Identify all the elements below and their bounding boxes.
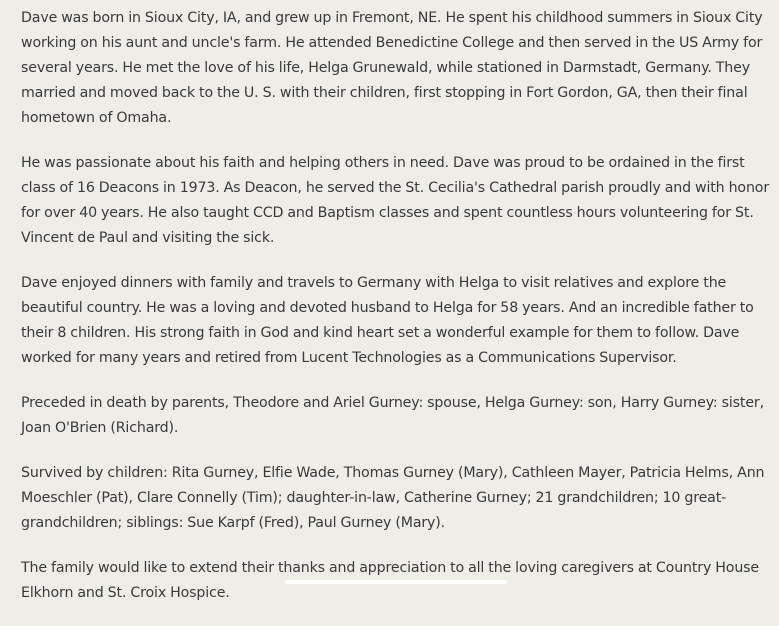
paragraph-thanks: The family would like to extend their thanks and appreciation to all the loving caregivers at Country House Elkhorn and St. Croix Hospice.: [21, 560, 759, 601]
paragraph-early-life: Dave was born in Sioux City, IA, and grew up in Fremont, NE. He spent his childhood summers in Sioux City working on his aunt and uncle's farm. He attended Benedictine College and then served in the US Army for several years. He met the love of his life, Helga Grunewald, while stationed in Darmstadt, Germany. They married and moved back to the U. S. with their children, first stopping in Fort Gordon, GA, then their final hometown of Omaha.: [21, 10, 763, 126]
paragraph-family-career: Dave enjoyed dinners with family and travels to Germany with Helga to visit relatives and explore the beautiful country. He was a loving and devoted husband to Helga for 58 years. And an incredible father to their 8 children. His strong faith in God and kind heart set a wonderful example for them to follow. Dave worked for many years and retired from Lucent Technologies as a Communications Supervisor.: [21, 275, 754, 366]
bottom-overlay-bar: [285, 580, 507, 584]
paragraph-survived-by: Survived by children: Rita Gurney, Elfie Wade, Thomas Gurney (Mary), Cathleen Mayer, Patricia Helms, Ann Moeschler (Pat), Clare Connelly (Tim); daughter-in-law, Catherine Gurney; 21 grandchildren; 10 great-grandchildren; siblings: Sue Karpf (Fred), Paul Gurney (Mary).: [21, 465, 765, 531]
paragraph-preceded-in-death: Preceded in death by parents, Theodore and Ariel Gurney: spouse, Helga Gurney: son, Harry Gurney: sister, Joan O'Brien (Richard).: [21, 395, 764, 436]
paragraph-faith: He was passionate about his faith and helping others in need. Dave was proud to be ordained in the first class of 16 Deacons in 1973. As Deacon, he served the St. Cecilia's Cathedral parish proudly and with honor for over 40 years. He also taught CCD and Baptism classes and spent countless hours volunteering for St. Vincent de Paul and visiting the sick.: [21, 155, 770, 246]
obituary-text: [21, 6, 773, 626]
